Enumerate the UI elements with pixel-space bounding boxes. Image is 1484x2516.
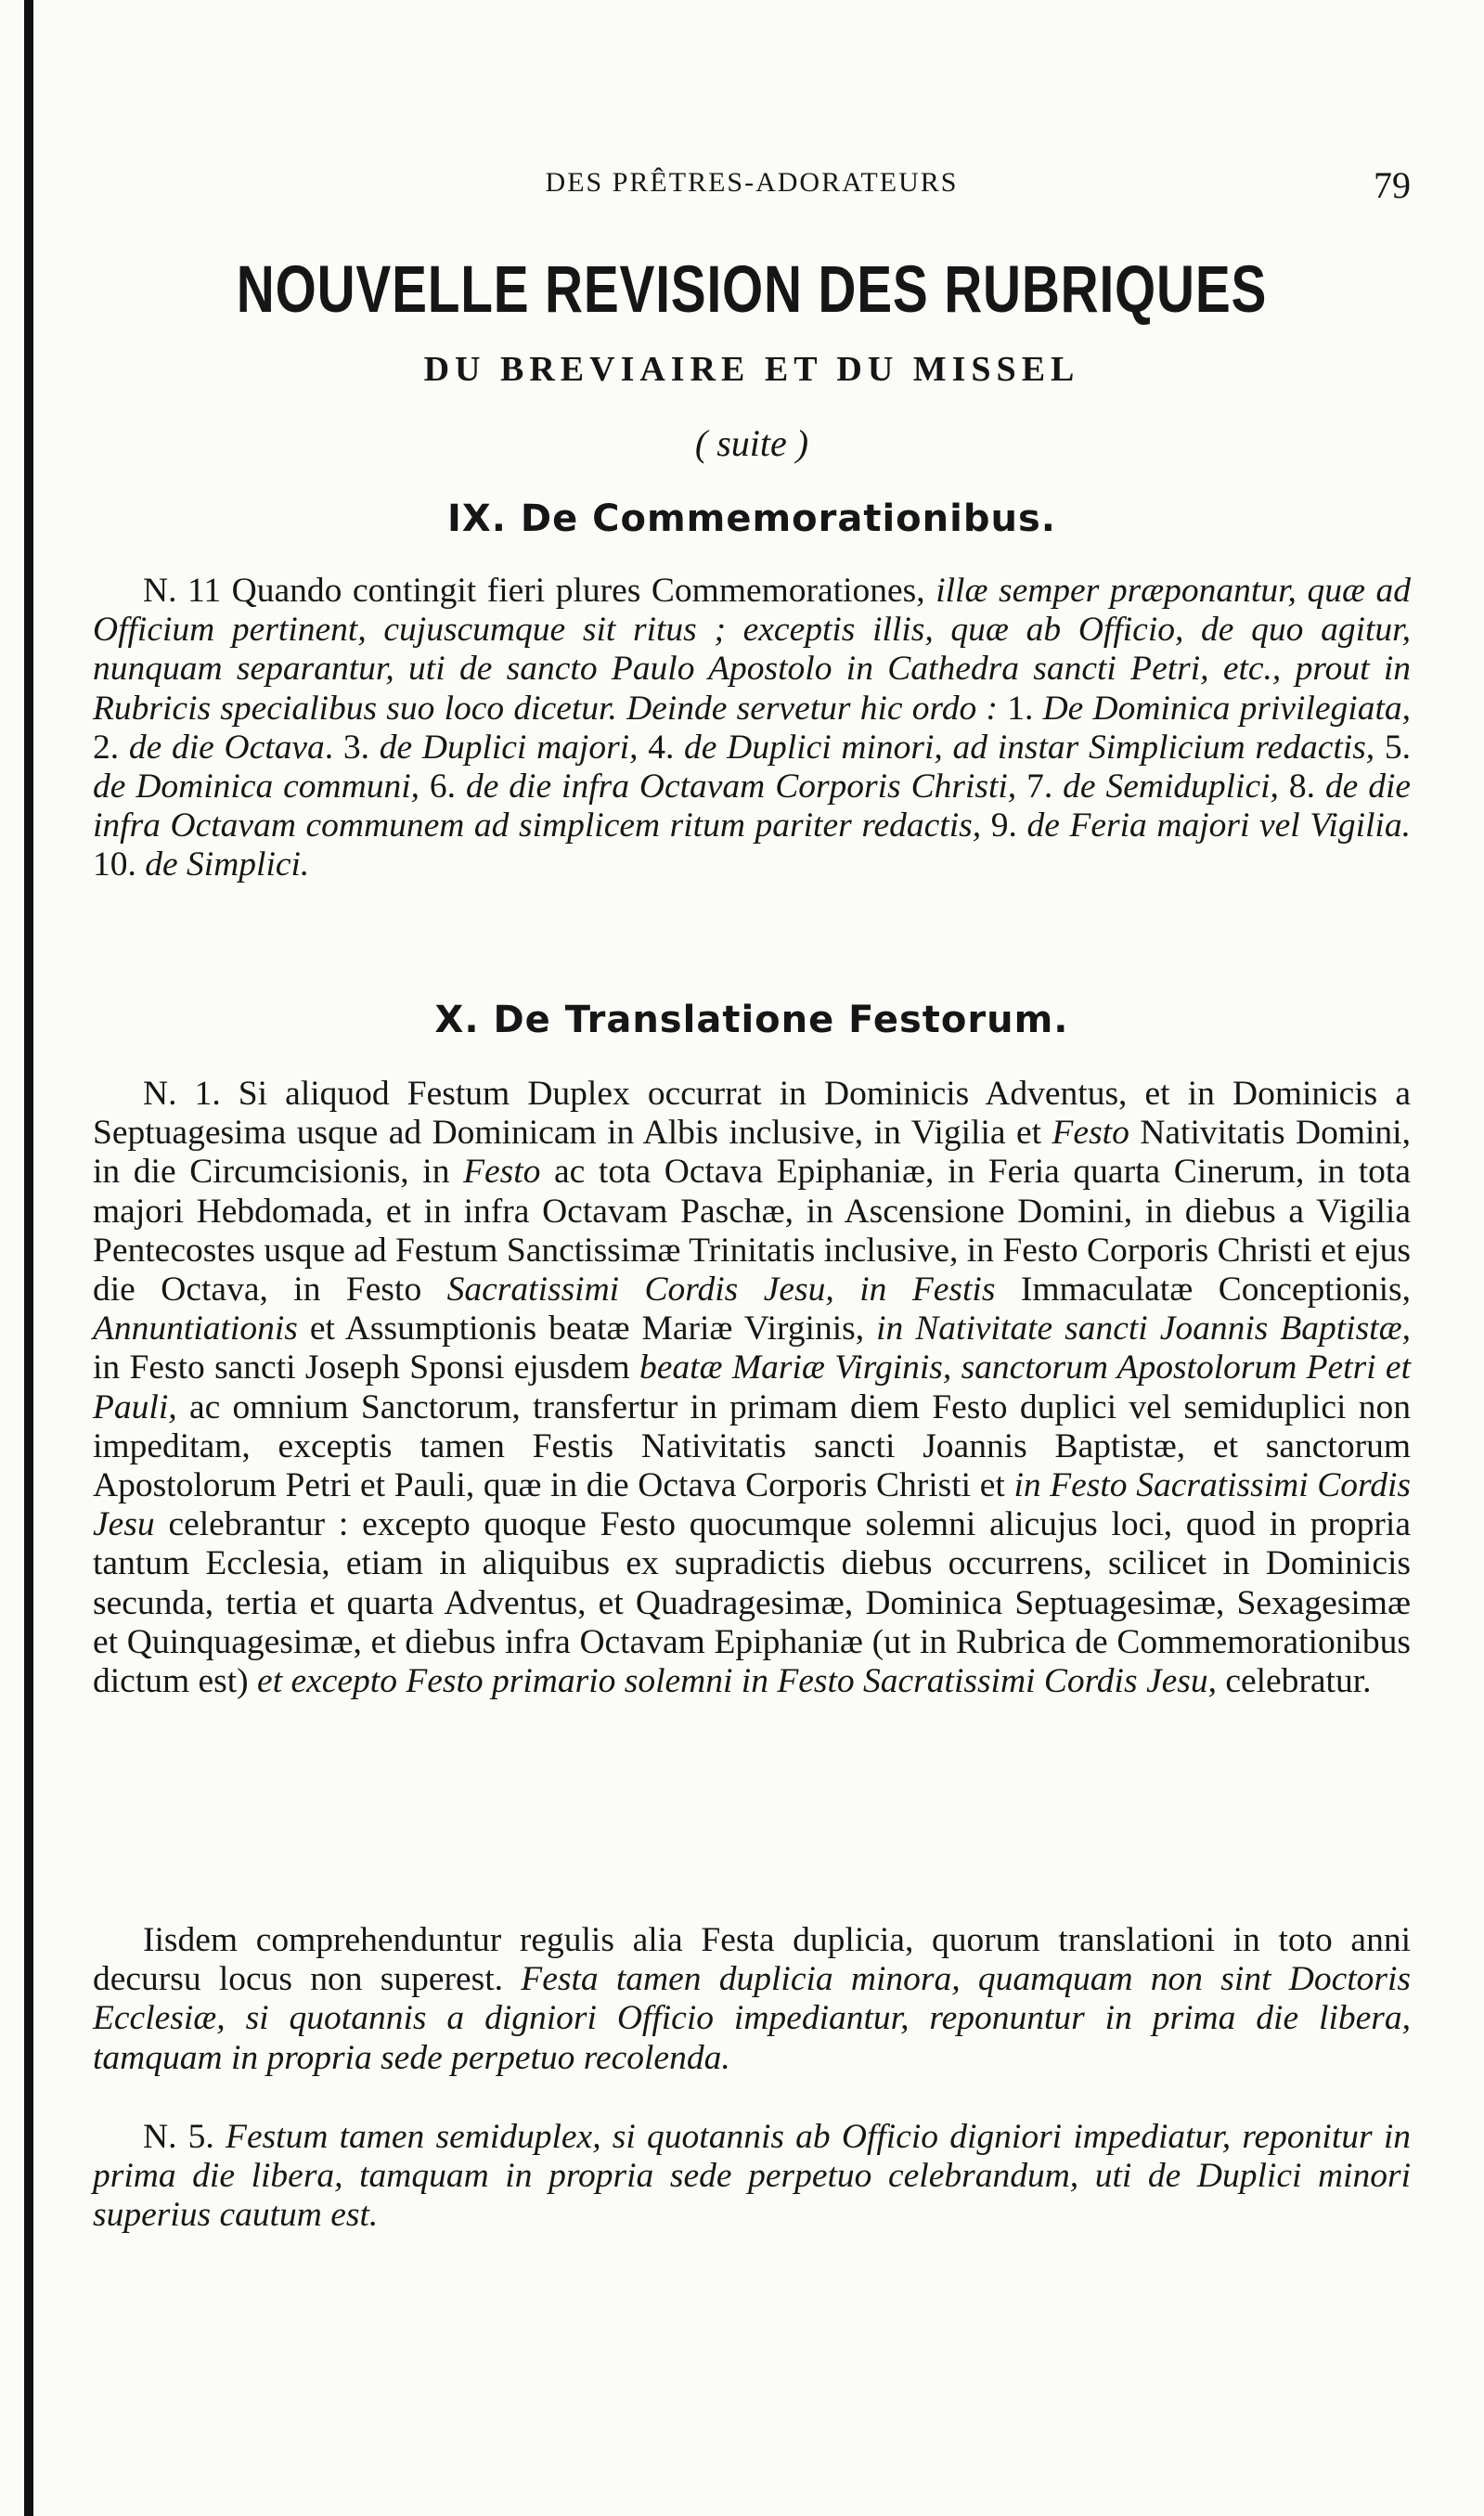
italic-run: in Nativitate sancti Joannis Baptistæ,: [876, 1310, 1411, 1348]
subtitle: DU BREVIAIRE ET DU MISSEL: [423, 350, 1080, 389]
italic-run: Festa tamen duplicia minora, quamquam non sint Doctoris Ecclesiæ, si quotannis a digniori Officio impediantur, reponuntur in prima die libera, tamquam in propria sede perpetuo recolenda.: [93, 1960, 1411, 2077]
paragraph: [93, 2118, 1411, 2236]
italic-run: de die infra Octavam communem ad simplicem ritum pariter redactis,: [93, 768, 1412, 845]
page-number: 79: [1374, 164, 1411, 206]
italic-run: de Duplici minori, ad instar Simplicium redactis,: [684, 728, 1385, 767]
italic-run: beatæ Mariæ Virginis, sanctorum Apostolorum Petri et Pauli,: [93, 1348, 1411, 1426]
italic-run: de Feria majori vel Vigilia.: [1026, 806, 1411, 845]
text-run: 4.: [648, 728, 685, 767]
italic-run: Festum tamen semiduplex, si quotannis ab Officio digniori impediatur, reponitur in prima die libera, tamquam in propria sede perpetuo celebrandum, uti de Duplici minori superius cautum est.: [93, 2118, 1411, 2235]
running-head: [93, 163, 1411, 210]
text-run: 7.: [1026, 768, 1064, 806]
italic-run: Festo: [463, 1153, 541, 1192]
italic-run: Annuntiationis: [93, 1310, 298, 1348]
paragraph: [93, 572, 1411, 885]
text-run: in Festo sancti Joseph Sponsi ejusdem: [93, 1348, 639, 1387]
text-run: 8.: [1288, 768, 1325, 806]
text-run: . 3.: [324, 728, 380, 767]
text-run: celebratur.: [1216, 1662, 1372, 1701]
running-head-title: DES PRÊTRES-ADORATEURS: [545, 167, 959, 198]
text-run: 1.: [1007, 689, 1043, 728]
italic-run: de die Octava: [128, 728, 325, 767]
italic-run: de Semiduplici,: [1063, 768, 1289, 806]
italic-run: de Simplici.: [145, 845, 310, 884]
page-edge-rule: [24, 0, 33, 2516]
italic-run: de Dominica communi,: [93, 768, 430, 806]
text-run: ac tota Octava Epiphaniæ, in Feria quarta Cinerum, in tota majori Hebdomada, et in infra Octavam Paschæ, in Ascensione Domini, in diebus a Vigilia Pentecostes usque ad Festum Sanctissimæ Trinitatis inclusive, in Festo Corporis Christi et ejus die Octava, in Festo: [93, 1153, 1411, 1310]
text-run: 5.: [1384, 728, 1412, 767]
italic-run: de Duplici majori,: [379, 728, 649, 767]
paragraph: [93, 1921, 1411, 2078]
italic-run: in Festo Sacratissimi Cordis Jesu: [93, 1466, 1412, 1544]
text-run: 10.: [93, 845, 146, 884]
text-run: Immaculatæ Conceptionis,: [995, 1271, 1411, 1310]
section-heading-ix: IX. De Commemorationibus.: [447, 497, 1056, 540]
text-run: N. 5.: [143, 2118, 226, 2156]
text-run: 2.: [93, 728, 129, 767]
text-run: Iisdem comprehenduntur regulis alia Festa duplicia, quorum translationi in toto anni decursu locus non superest.: [93, 1921, 1411, 1999]
section-heading-x: X. De Translatione Festorum.: [434, 999, 1069, 1041]
text-run: N. 1. Si aliquod Festum Duplex occurrat in Dominicis Adventus, et in Dominicis a Septuagesima usque ad Dominicam in Albis inclusive, in Vigilia et: [93, 1075, 1411, 1153]
italic-run: et excepto Festo primario solemni in Festo Sacratissimi Cordis Jesu,: [257, 1662, 1217, 1701]
text-run: celebrantur : excepto quoque Festo quocumque solemni alicujus loci, quod in propria tantum Ecclesia, etiam in aliquibus ex supradictis diebus occurrens, scilicet in Dominicis secunda, tertia et quarta Adventus, et Quadragesimæ, Dominica Septuagesimæ, Sexagesimæ et Quinquagesimæ, et diebus infra Octavam Epiphaniæ (ut in Rubrica de Commemorationibus dictum est): [93, 1505, 1411, 1701]
italic-run: de die infra Octavam Corporis Christi,: [465, 768, 1027, 806]
italic-run: Festo: [1052, 1114, 1129, 1153]
paragraph: [93, 1075, 1411, 1701]
text-run: ac omnium Sanctorum, transfertur in primam diem Festo duplici vel semiduplici non impeditam, exceptis tamen Festis Nativitatis sancti Joannis Baptistæ, et sanctorum Apostolorum Petri et Pauli, quæ in die Octava Corporis Christi et: [93, 1387, 1411, 1505]
text-run: N. 11 Quando contingit fieri plures Commemorationes,: [143, 572, 936, 610]
italic-run: Sacratissimi Cordis Jesu, in Festis: [446, 1271, 996, 1310]
text-run: 9.: [990, 806, 1027, 845]
continuation-note: ( suite ): [694, 422, 809, 464]
italic-run: illæ semper præponantur, quæ ad Officium pertinent, cujuscumque sit ritus ; exceptis illis, quæ ab Officio, de quo agitur, nunquam separantur, uti de sancto Paulo Apostolo in Cathedra sancti Petri, etc., prout in Rubricis specialibus suo loco dicetur. Deinde servetur hic ordo :: [93, 572, 1411, 728]
main-title: NOUVELLE REVISION DES RUBRIQUES: [236, 253, 1268, 327]
text-run: 6.: [429, 768, 466, 806]
text-run: Nativitatis Domini, in die Circumcisionis, in: [93, 1114, 1411, 1192]
italic-run: De Dominica privilegiata,: [1042, 689, 1412, 728]
text-run: et Assumptionis beatæ Mariæ Virginis,: [297, 1310, 877, 1348]
